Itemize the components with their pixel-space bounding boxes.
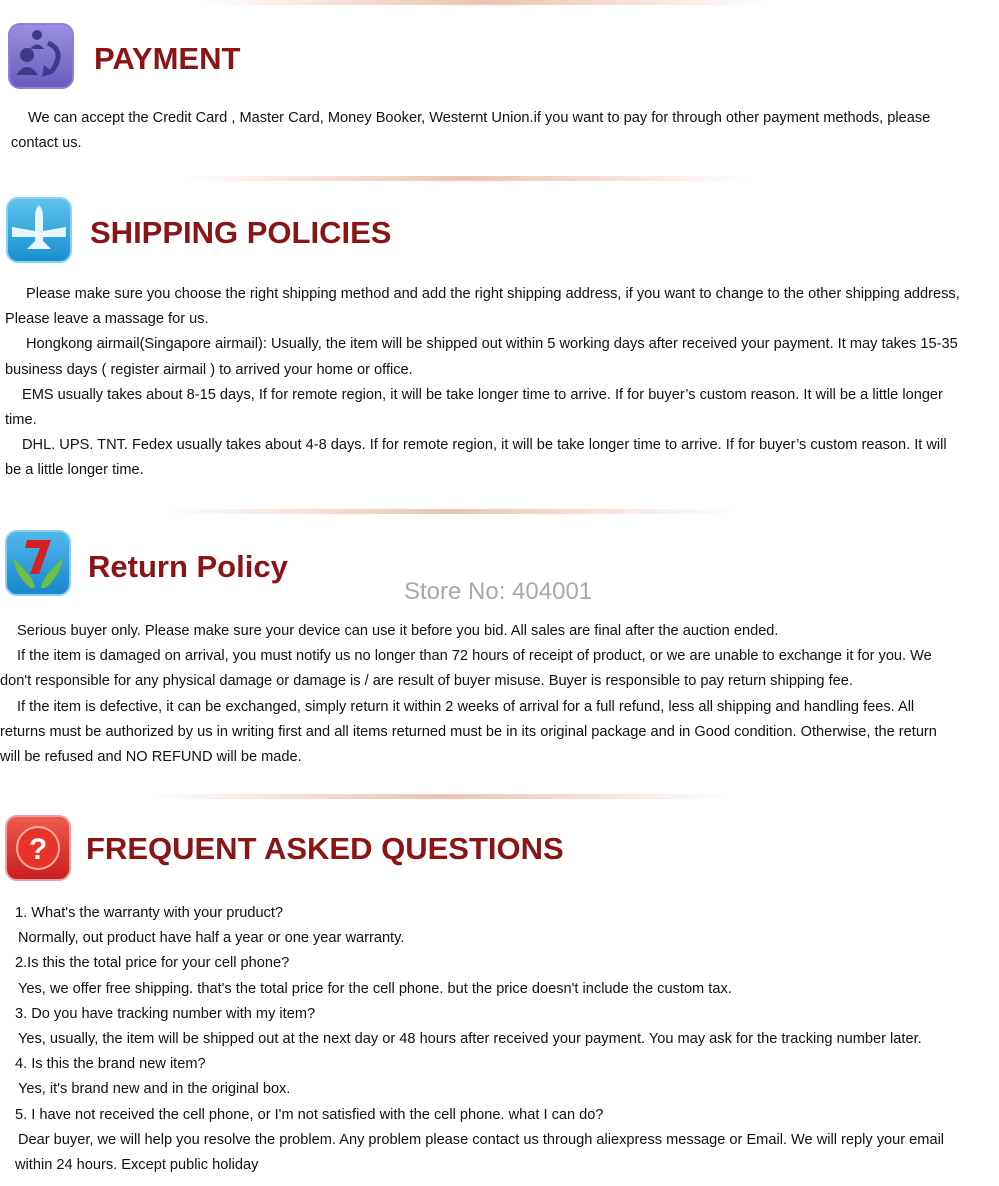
faq-answer: Dear buyer, we will help you resolve the problem. Any problem please contact us through aliexpress message or Email. We will reply your email	[18, 1131, 945, 1148]
faq-question: 3. Do you have tracking number with my item?	[15, 1005, 316, 1022]
text-line: If the item is damaged on arrival, you must notify us no longer than 72 hours of receipt of product, or we are unable to exchange it for you. We	[17, 648, 932, 665]
return-policy-icon	[5, 530, 71, 596]
text-line: DHL. UPS. TNT. Fedex usually takes about 4-8 days. If for remote region, it will be take longer time to arrive. If for buyer’s custom reason. It will	[22, 437, 947, 454]
faq-text	[0, 901, 999, 1178]
text-line: contact us.	[11, 135, 82, 152]
shipping-text	[0, 282, 999, 484]
text-line: Please make sure you choose the right shipping method and add the right shipping address, if you want to change to the other shipping address,	[26, 286, 960, 302]
return-text	[0, 619, 999, 770]
text-line: will be refused and NO REFUND will be made.	[0, 748, 302, 765]
divider	[200, 0, 770, 5]
return-title: Return Policy	[88, 549, 288, 584]
faq-answer: Yes, usually, the item will be shipped out at the next day or 48 hours after received your payment. You may ask for the tracking number later.	[18, 1030, 922, 1047]
shipping-title: SHIPPING POLICIES	[90, 215, 392, 250]
svg-text:?: ?	[28, 833, 48, 866]
text-line: business days ( register airmail ) to arrived your home or office.	[5, 361, 413, 378]
faq-question: 2.Is this the total price for your cell phone?	[15, 955, 290, 972]
text-line: time.	[5, 411, 37, 428]
text-line: returns must be authorized by us in writing first and all items returned must be in its original package and in Good condition. Otherwise, the return	[0, 723, 937, 740]
text-line: be a little longer time.	[5, 462, 144, 479]
text-line: We can accept the Credit Card , Master Card, Money Booker, Westernt Union.if you want to pay for through other payment methods, please	[28, 110, 931, 126]
divider	[150, 794, 730, 799]
faq-question: 5. I have not received the cell phone, or I'm not satisfied with the cell phone. what I can do?	[15, 1106, 604, 1123]
text-line: Please leave a massage for us.	[5, 311, 209, 328]
text-line: Hongkong airmail(Singapore airmail): Usually, the item will be shipped out within 5 working days after received your payment. It may takes 15-35	[26, 336, 958, 353]
text-line: EMS usually takes about 8-15 days, If for remote region, it will be take longer time to arrive. If for buyer’s custom reason. It will be a little longer	[22, 386, 943, 403]
text-line: If the item is defective, it can be exchanged, simply return it within 2 weeks of arrival for a full refund, less all shipping and handling fees. All	[17, 698, 915, 715]
text-line: Serious buyer only. Please make sure your device can use it before you bid. All sales are final after the auction ended.	[17, 623, 779, 639]
store-number: Store No: 404001	[404, 578, 593, 605]
airplane-icon	[6, 197, 72, 263]
divider	[180, 176, 750, 181]
question-icon	[5, 815, 71, 881]
faq-answer: Normally, out product have half a year or one year warranty.	[18, 930, 405, 947]
faq-answer: Yes, it's brand new and in the original box.	[18, 1081, 291, 1098]
faq-title: FREQUENT ASKED QUESTIONS	[86, 831, 564, 866]
divider	[165, 509, 735, 514]
faq-answer: within 24 hours. Except public holiday	[15, 1156, 259, 1173]
text-line: don't responsible for any physical damage or damage is / are result of buyer misuse. Buyer is responsible to pay return shipping fee.	[0, 673, 853, 690]
faq-answer: Yes, we offer free shipping. that's the total price for the cell phone. but the price doesn't include the custom tax.	[18, 980, 732, 997]
payment-icon	[8, 23, 74, 89]
faq-question: 4. Is this the brand new item?	[15, 1056, 206, 1073]
payment-title: PAYMENT	[94, 41, 241, 76]
payment-text	[0, 106, 999, 156]
faq-question: 1. What's the warranty with your pruduct?	[15, 905, 284, 921]
